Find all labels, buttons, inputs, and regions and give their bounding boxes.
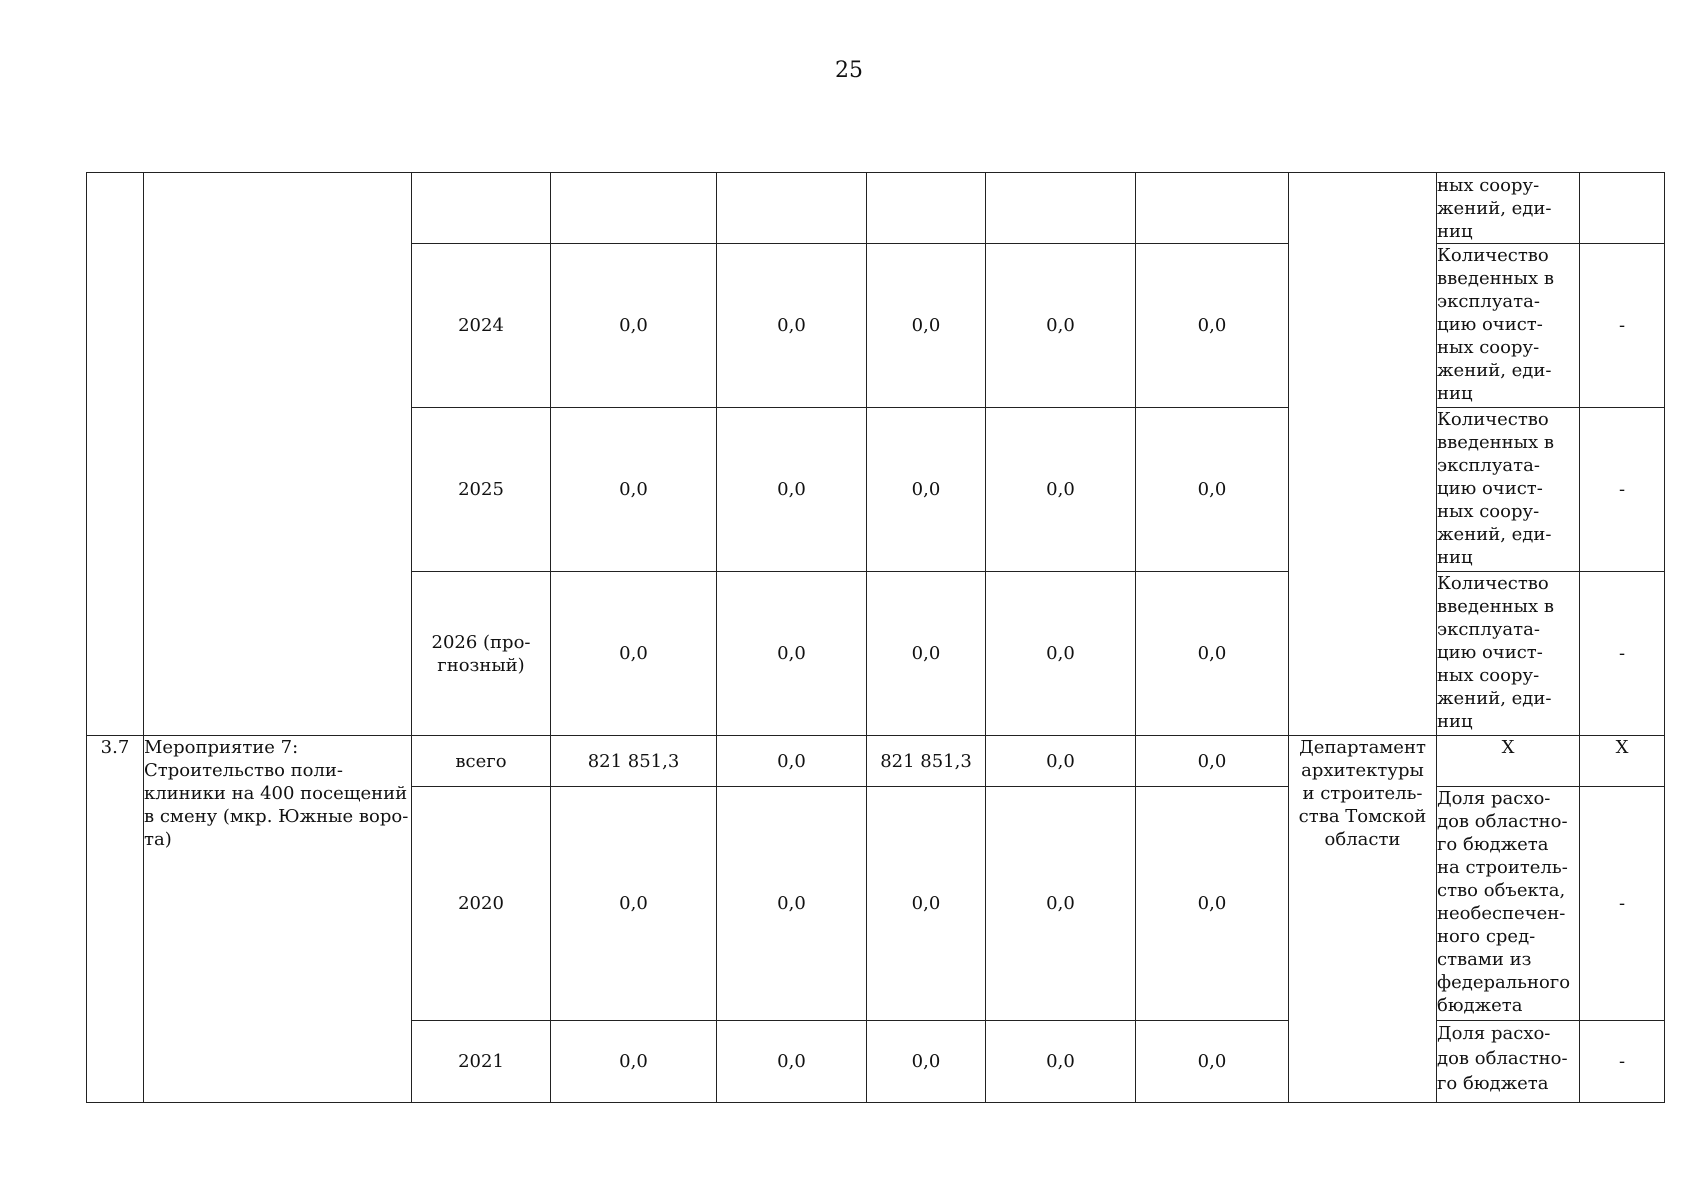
value-cell: 0,0 [717, 244, 867, 408]
value-cell: 821 851,3 [867, 736, 986, 787]
indicator-value-cell: - [1580, 408, 1665, 572]
indicator-value-cell: - [1580, 1021, 1665, 1103]
year-cell: 2020 [412, 787, 551, 1021]
budget-table [86, 172, 1665, 1103]
value-cell: 0,0 [717, 1021, 867, 1103]
indicator-cell: Количество введенных в эксплуата- цию очист- ных соору- жений, еди- ниц [1437, 572, 1580, 736]
year-cell [412, 173, 551, 244]
value-cell: 0,0 [986, 572, 1136, 736]
indicator-value-cell: - [1580, 244, 1665, 408]
value-cell [986, 173, 1136, 244]
value-cell: 0,0 [717, 787, 867, 1021]
value-cell: 0,0 [986, 1021, 1136, 1103]
value-cell [867, 173, 986, 244]
responsible-department: Департамент архитектуры и строитель- ства Томской области [1289, 736, 1437, 1103]
value-cell: 0,0 [717, 572, 867, 736]
value-cell: 0,0 [867, 1021, 986, 1103]
indicator-cell: Доля расхо- дов областно- го бюджета на строитель- ство объекта, необеспечен- ного сред- ствами из федерального бюджета [1437, 787, 1580, 1021]
value-cell: 0,0 [551, 1021, 717, 1103]
value-cell: 0,0 [717, 736, 867, 787]
value-cell: 0,0 [551, 244, 717, 408]
value-cell: 0,0 [551, 572, 717, 736]
number-cell [87, 173, 144, 736]
value-cell: 0,0 [1136, 736, 1289, 787]
value-cell: 0,0 [1136, 572, 1289, 736]
value-cell: 821 851,3 [551, 736, 717, 787]
indicator-value-cell: Х [1580, 736, 1665, 787]
indicator-cell: Количество введенных в эксплуата- цию очист- ных соору- жений, еди- ниц [1437, 408, 1580, 572]
page-number: 25 [835, 58, 863, 83]
value-cell: 0,0 [986, 408, 1136, 572]
value-cell: 0,0 [867, 244, 986, 408]
year-cell: 2024 [412, 244, 551, 408]
table-row [87, 736, 1665, 787]
indicator-cell: Доля расхо- дов областно- го бюджета [1437, 1021, 1580, 1103]
value-cell: 0,0 [717, 408, 867, 572]
value-cell: 0,0 [867, 408, 986, 572]
indicator-cell: Х [1437, 736, 1580, 787]
value-cell [1136, 173, 1289, 244]
indicator-cell: Количество введенных в эксплуата- цию очист- ных соору- жений, еди- ниц [1437, 244, 1580, 408]
indicator-value-cell [1580, 173, 1665, 244]
value-cell: 0,0 [1136, 408, 1289, 572]
value-cell: 0,0 [551, 408, 717, 572]
indicator-cell: ных соору- жений, еди- ниц [1437, 173, 1580, 244]
indicator-value-cell: - [1580, 787, 1665, 1021]
value-cell: 0,0 [986, 787, 1136, 1021]
value-cell: 0,0 [986, 736, 1136, 787]
value-cell: 0,0 [1136, 787, 1289, 1021]
value-cell [717, 173, 867, 244]
responsible-cell [1289, 173, 1437, 736]
activity-number: 3.7 [87, 736, 144, 1103]
value-cell: 0,0 [551, 787, 717, 1021]
activity-name: Мероприятие 7: Строительство поли- клиники на 400 посещений в смену (мкр. Южные воро- та) [144, 736, 412, 1103]
name-cell [144, 173, 412, 736]
value-cell: 0,0 [867, 572, 986, 736]
value-cell [551, 173, 717, 244]
year-cell: 2025 [412, 408, 551, 572]
year-cell: 2026 (про- гнозный) [412, 572, 551, 736]
value-cell: 0,0 [1136, 244, 1289, 408]
value-cell: 0,0 [986, 244, 1136, 408]
year-cell: 2021 [412, 1021, 551, 1103]
year-cell: всего [412, 736, 551, 787]
indicator-value-cell: - [1580, 572, 1665, 736]
table-row [87, 173, 1665, 244]
value-cell: 0,0 [1136, 1021, 1289, 1103]
value-cell: 0,0 [867, 787, 986, 1021]
